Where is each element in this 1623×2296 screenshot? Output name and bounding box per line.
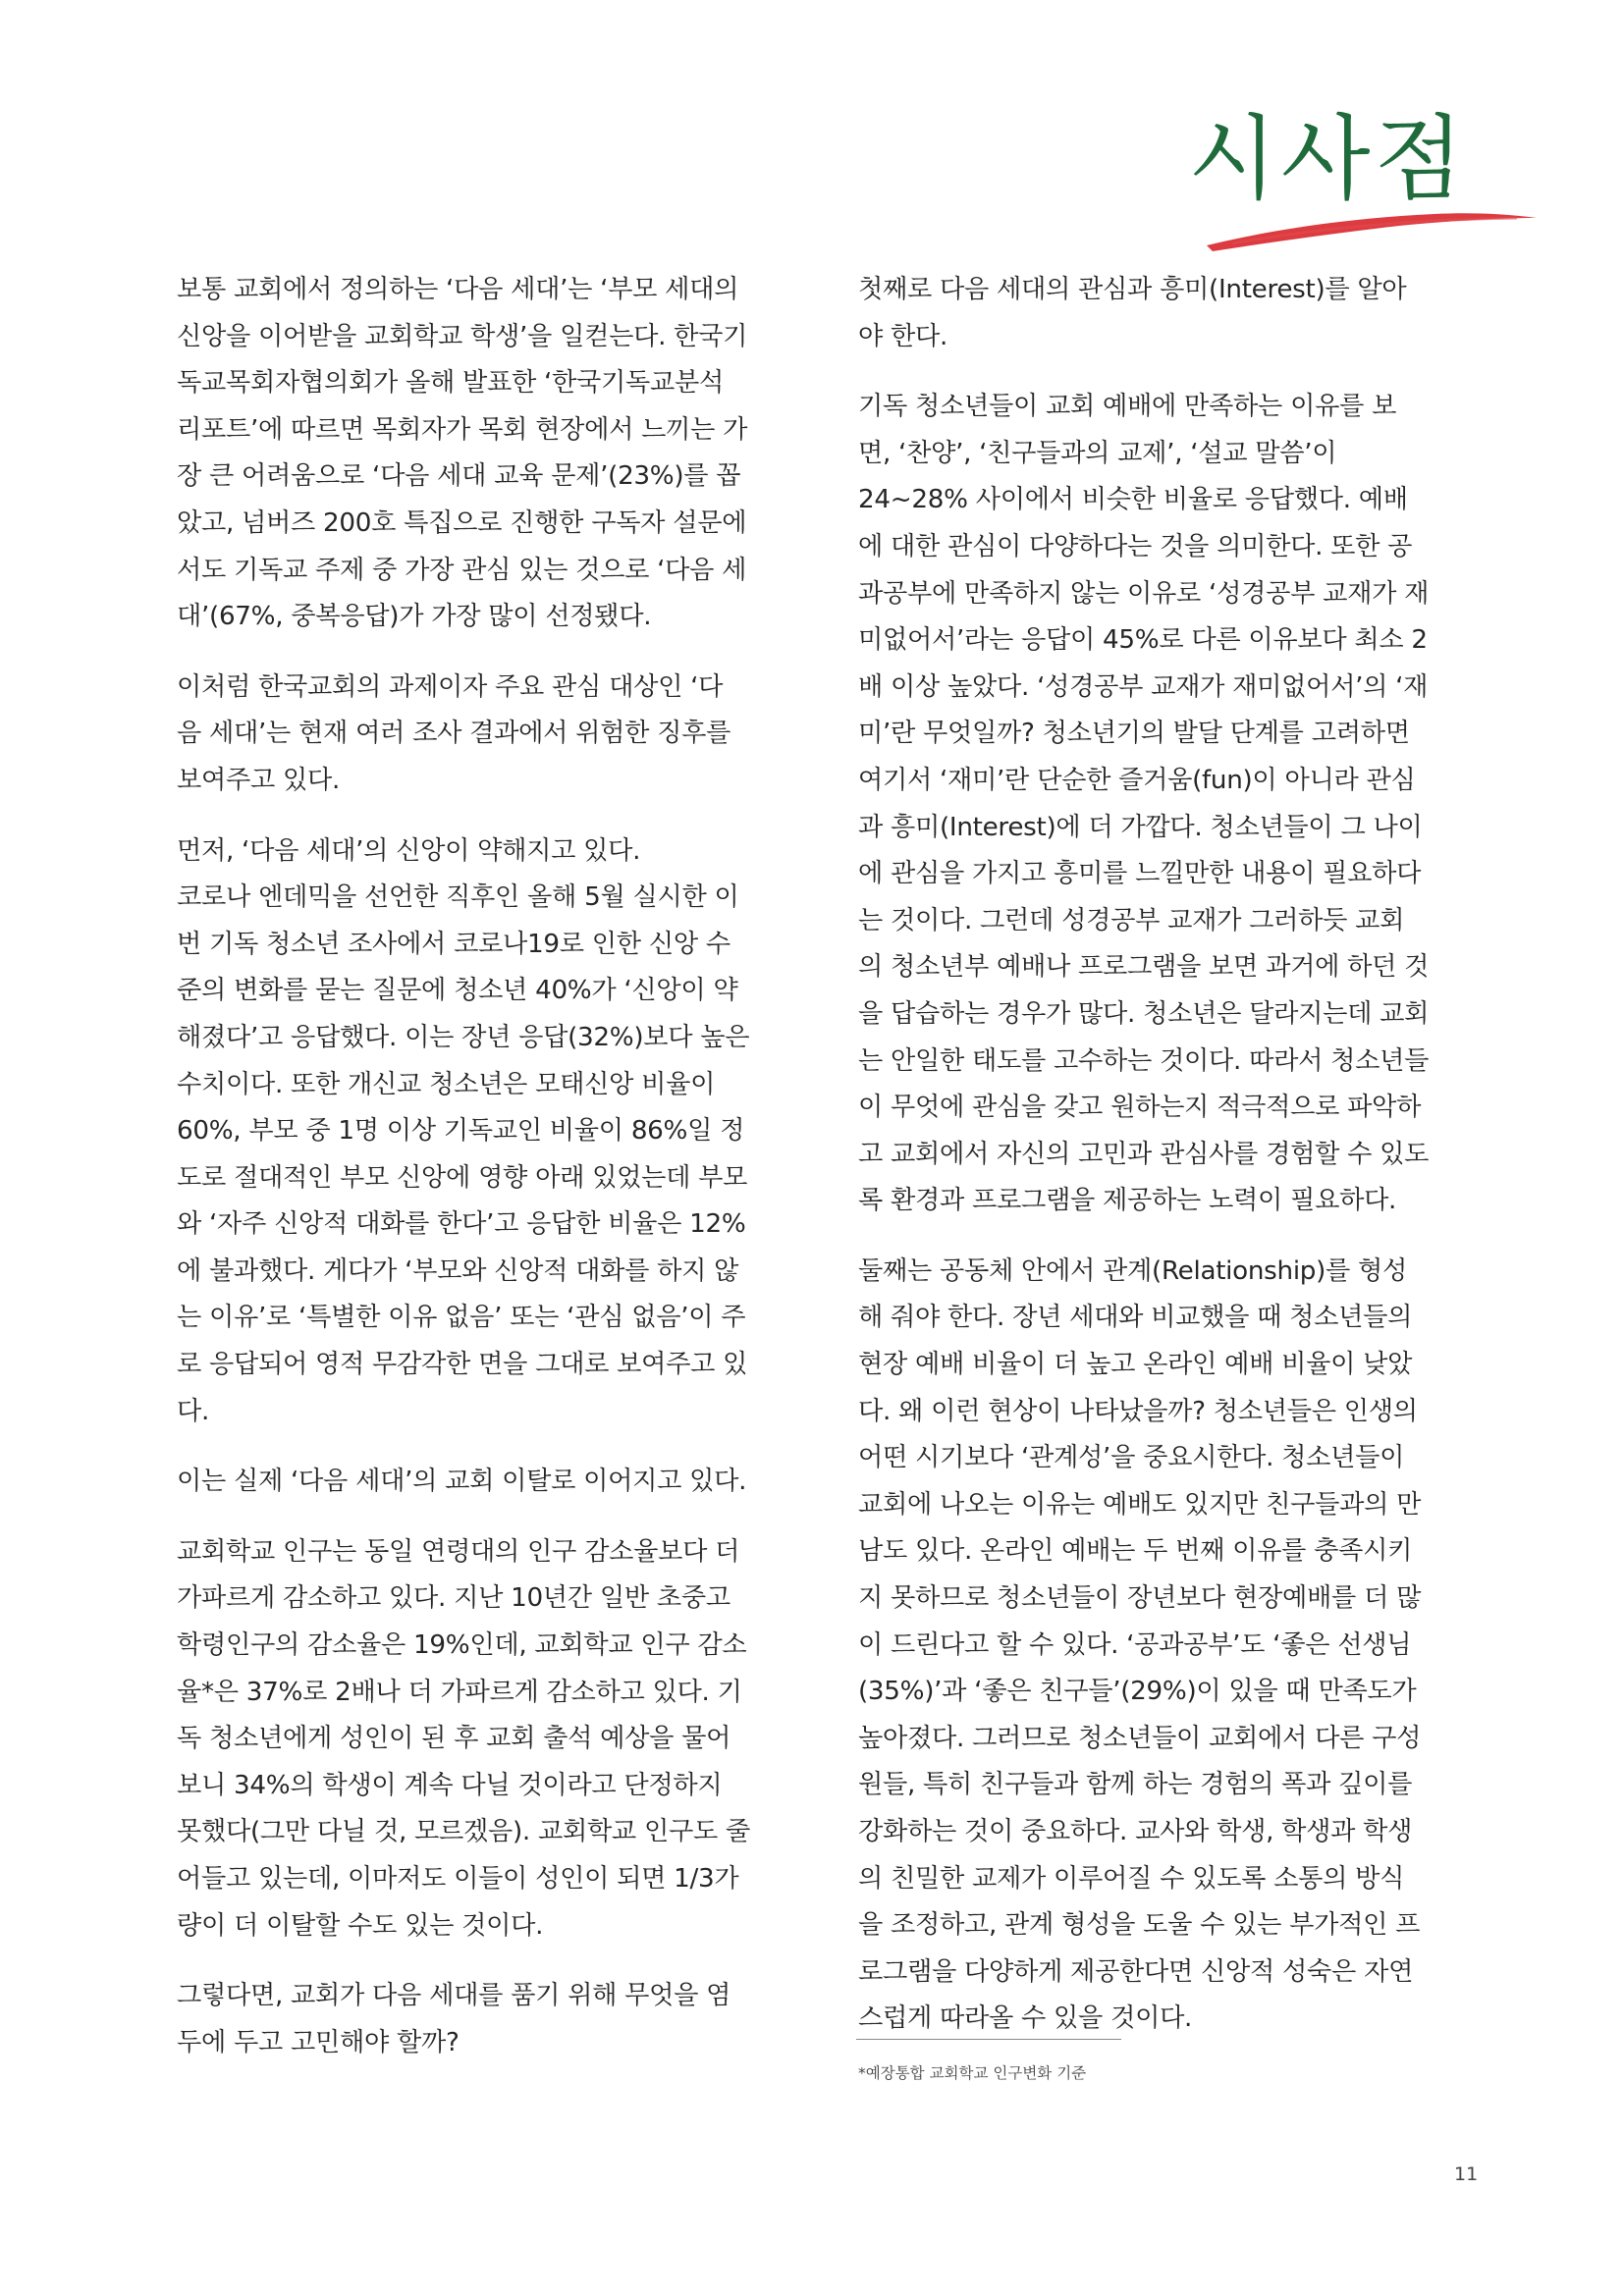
left-column	[177, 267, 769, 2090]
red-brush-stroke	[1203, 206, 1542, 255]
paragraph: 이는 실제 ‘다음 세대’의 교회 이탈로 이어지고 있다.	[177, 1467, 747, 1497]
page-number: 11	[1454, 2163, 1479, 2185]
paragraph: 먼저, ‘다음 세대’의 신앙이 약해지고 있다.	[177, 835, 641, 866]
paragraph: 둘째는 공동체 안에서 관계(Relationship)를 형성 해 줘야 한다. 장년 세대와 비교했을 때 청소년들의 현장 예배 비율이 더 높고 온라인 예배 비율이 낮았 다. 왜 이런 현상이 나타났을까? 청소년들은 인생의 어떤 시기보다 ‘관계성’을 중요시한다. 청소년들이 교회에 나오는 이유는 예배도 있지만 친구들과의 만 남도 있다. 온라인 예배는 두 번째 이유를 충족시키 지 못하므로 청소년들이 장년보다 현장예배를 더 많 이 드린다고 할 수 있다. ‘공과공부’도 ‘좋은 선생님 (35%)’과 ‘좋은 친구들’(29%)이 있을 때 만족도가 높아졌다. 그러므로 청소년들이 교회에서 다른 구성 원들, 특히 친구들과 함께 하는 경험의 폭과 깊이를 강화하는 것이 중요하다. 교사와 학생, 학생과 학생 의 친밀한 교제가 이루어질 수 있도록 소통의 방식 을 조정하고, 관계 형성을 도울 수 있는 부가적인 프 로그램을 다양하게 제공한다면 신앙적 성숙은 자연 스럽게 따라올 수 있을 것이다.	[858, 1255, 1422, 2034]
right-column	[858, 267, 1450, 2066]
paragraph: 교회학교 인구는 동일 연령대의 인구 감소율보다 더 가파르게 감소하고 있다. 지난 10년간 일반 초중고 학령인구의 감소율은 19%인데, 교회학교 인구 감소 율*은 37%로 2배나 더 가파르게 감소하고 있다. 기 독 청소년에게 성인이 된 후 교회 출석 예상을 물어 보니 34%의 학생이 계속 다닐 것이라고 단정하지 못했다(그만 다닐 것, 모르겠음). 교회학교 인구도 줄 어들고 있는데, 이마저도 이들이 성인이 되면 1/3가 량이 더 이탈할 수도 있는 것이다.	[177, 1536, 750, 1941]
page-title: 시사점	[1188, 106, 1468, 213]
paragraph: 코로나 엔데믹을 선언한 직후인 올해 5월 실시한 이 번 기독 청소년 조사에서 코로나19로 인한 신앙 수 준의 변화를 묻는 질문에 청소년 40%가 ‘신앙이 약 해졌다’고 응답했다. 이는 장년 응답(32%)보다 높은 수치이다. 또한 개신교 청소년은 모태신앙 비율이 60%, 부모 중 1명 이상 기독교인 비율이 86%일 정 도로 절대적인 부모 신앙에 영향 아래 있었는데 부모 와 ‘자주 신앙적 대화를 한다’고 응답한 비율은 12% 에 불과했다. 게다가 ‘부모와 신앙적 대화를 하지 않 는 이유’로 ‘특별한 이유 없음’ 또는 ‘관심 없음’이 주 로 응답되어 영적 무감각한 면을 그대로 보여주고 있 다.	[177, 882, 750, 1426]
footnote-divider	[856, 2039, 1121, 2040]
paragraph: 첫째로 다음 세대의 관심과 흥미(Interest)를 알아 야 한다.	[858, 275, 1407, 351]
paragraph: 그렇다면, 교회가 다음 세대를 품기 위해 무엇을 염 두에 두고 고민해야 할까?	[177, 1981, 731, 2057]
footnote: *예장통합 교회학교 인구변화 기준	[858, 2064, 1087, 2082]
paragraph: 기독 청소년들이 교회 예배에 만족하는 이유를 보 면, ‘찬양’, ‘친구들과의 교제’, ‘설교 말씀’이 24~28% 사이에서 비슷한 비율로 응답했다. 예배 에 대한 관심이 다양하다는 것을 의미한다. 또한 공 과공부에 만족하지 않는 이유로 ‘성경공부 교재가 재 미없어서’라는 응답이 45%로 다른 이유보다 최소 2 배 이상 높았다. ‘성경공부 교재가 재미없어서’의 ‘재 미’란 무엇일까? 청소년기의 발달 단계를 고려하면 여기서 ‘재미’란 단순한 즐거움(fun)이 아니라 관심 과 흥미(Interest)에 더 가깝다. 청소년들이 그 나이 에 관심을 가지고 흥미를 느낄만한 내용이 필요하다 는 것이다. 그런데 성경공부 교재가 그러하듯 교회 의 청소년부 예배나 프로그램을 보면 과거에 하던 것 을 답습하는 경우가 많다. 청소년은 달라지는데 교회 는 안일한 태도를 고수하는 것이다. 따라서 청소년들 이 무엇에 관심을 갖고 원하는지 적극적으로 파악하 고 교회에서 자신의 고민과 관심사를 경험할 수 있도 록 환경과 프로그램을 제공하는 노력이 필요하다.	[858, 392, 1430, 1216]
paragraph: 보통 교회에서 정의하는 ‘다음 세대’는 ‘부모 세대의 신앙을 이어받을 교회학교 학생’을 일컫는다. 한국기 독교목회자협의회가 올해 발표한 ‘한국기독교분석 리포트’에 따르면 목회자가 목회 현장에서 느끼는 가 장 큰 어려움으로 ‘다음 세대 교육 문제’(23%)를 꼽 았고, 넘버즈 200호 특집으로 진행한 구독자 설문에 서도 기독교 주제 중 가장 관심 있는 것으로 ‘다음 세 대’(67%, 중복응답)가 가장 많이 선정됐다.	[177, 275, 748, 632]
paragraph: 이처럼 한국교회의 과제이자 주요 관심 대상인 ‘다 음 세대’는 현재 여러 조사 결과에서 위험한 징후를 보여주고 있다.	[177, 671, 731, 795]
